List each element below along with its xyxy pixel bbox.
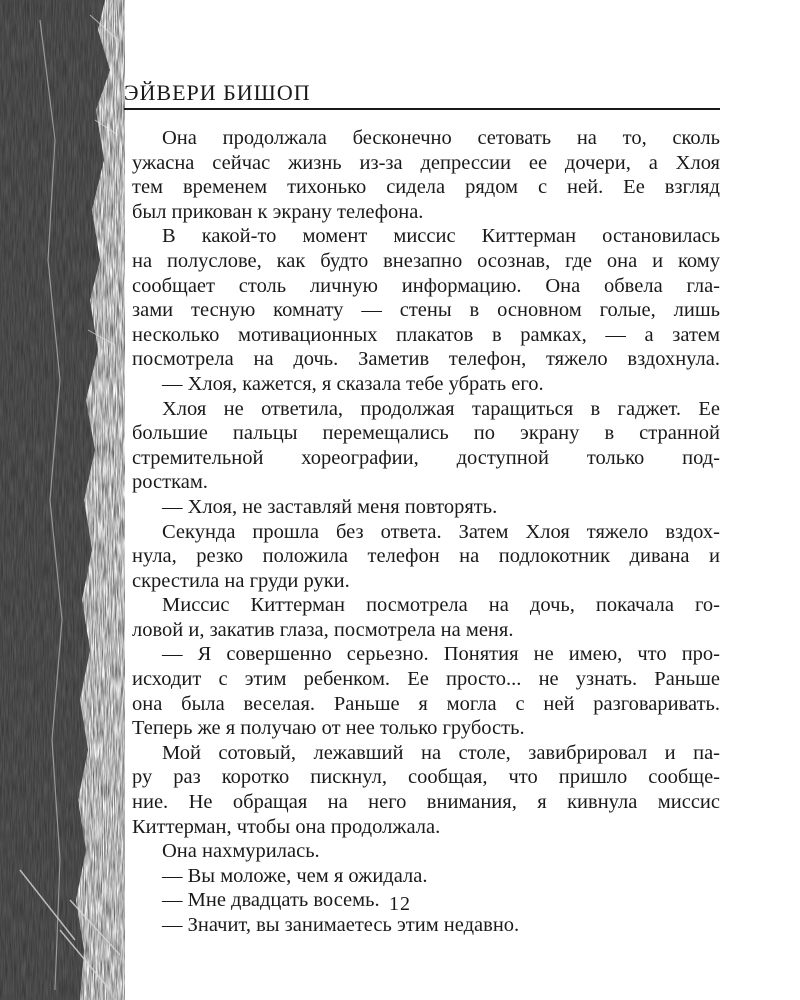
- text-line: ние. Не обращая на него внимания, я кивнула миссис: [132, 791, 720, 814]
- text-line: Она продолжала бесконечно сетовать на то, сколь: [162, 127, 720, 149]
- running-head-author: ЭЙВЕРИ БИШОП: [124, 80, 720, 110]
- text-line: нула, резко положила телефон на подлокотник дивана и: [132, 545, 720, 568]
- text-line: Она нахмурилась.: [162, 840, 320, 863]
- text-line: Секунда прошла без ответа. Затем Хлоя тяжело вздох-: [162, 520, 720, 543]
- page-body-text: [132, 126, 720, 938]
- text-line: исходит с этим ребенком. Ее просто... не узнать. Раньше: [132, 668, 720, 691]
- text-line: — Вы моложе, чем я ожидала.: [162, 864, 428, 887]
- text-line: Хлоя не ответила, продолжая таращиться в гаджет. Ее: [162, 397, 720, 420]
- text-line: — Хлоя, кажется, я сказала тебе убрать его.: [162, 372, 544, 395]
- distressed-texture-edge: [0, 0, 125, 1000]
- text-line: стремительной хореографии, доступной только под-: [132, 446, 720, 469]
- text-line: Киттерман, чтобы она продолжала.: [132, 815, 441, 838]
- text-line: несколько мотивационных плакатов в рамках, — а затем: [132, 323, 720, 346]
- text-line: росткам.: [132, 471, 208, 494]
- text-line: В какой-то момент миссис Киттерман остановилась: [162, 225, 720, 248]
- text-line: скрестила на груди руки.: [132, 569, 350, 592]
- text-line: на полуслове, как будто внезапно осознав, где она и кому: [132, 249, 720, 272]
- text-line: был прикован к экрану телефона.: [132, 200, 424, 223]
- text-line: — Мне двадцать восемь.: [162, 889, 380, 912]
- text-line: большие пальцы перемещались по экрану в странной: [132, 422, 720, 445]
- text-line: ужасна сейчас жизнь из-за депрессии ее дочери, а Хлоя: [132, 151, 720, 174]
- page-number: 12: [389, 893, 411, 915]
- text-line: зами тесную комнату — стены в основном голые, лишь: [132, 299, 720, 322]
- text-line: Теперь же я получаю от нее только грубость.: [132, 717, 525, 740]
- text-line: тем временем тихонько сидела рядом с ней. Ее взгляд: [132, 176, 720, 199]
- text-line: сообщает столь личную информацию. Она обвела гла-: [132, 274, 720, 297]
- text-line: — Я совершенно серьезно. Понятия не имею, что про-: [162, 643, 720, 666]
- text-line: — Хлоя, не заставляй меня повторять.: [162, 495, 498, 518]
- text-line: ру раз коротко пискнул, сообщая, что пришло сообще-: [132, 766, 720, 789]
- text-line: ловой и, закатив глаза, посмотрела на меня.: [132, 618, 514, 641]
- text-line: она была веселая. Раньше я могла с ней разговаривать.: [132, 692, 720, 715]
- text-line: Мой сотовый, лежавший на столе, завибрировал и па-: [162, 741, 720, 764]
- text-line: Миссис Киттерман посмотрела на дочь, покачала го-: [162, 594, 720, 617]
- text-line: — Значит, вы занимаетесь этим недавно.: [162, 914, 520, 936]
- text-line: посмотрела на дочь. Заметив телефон, тяжело вздохнула.: [132, 348, 720, 371]
